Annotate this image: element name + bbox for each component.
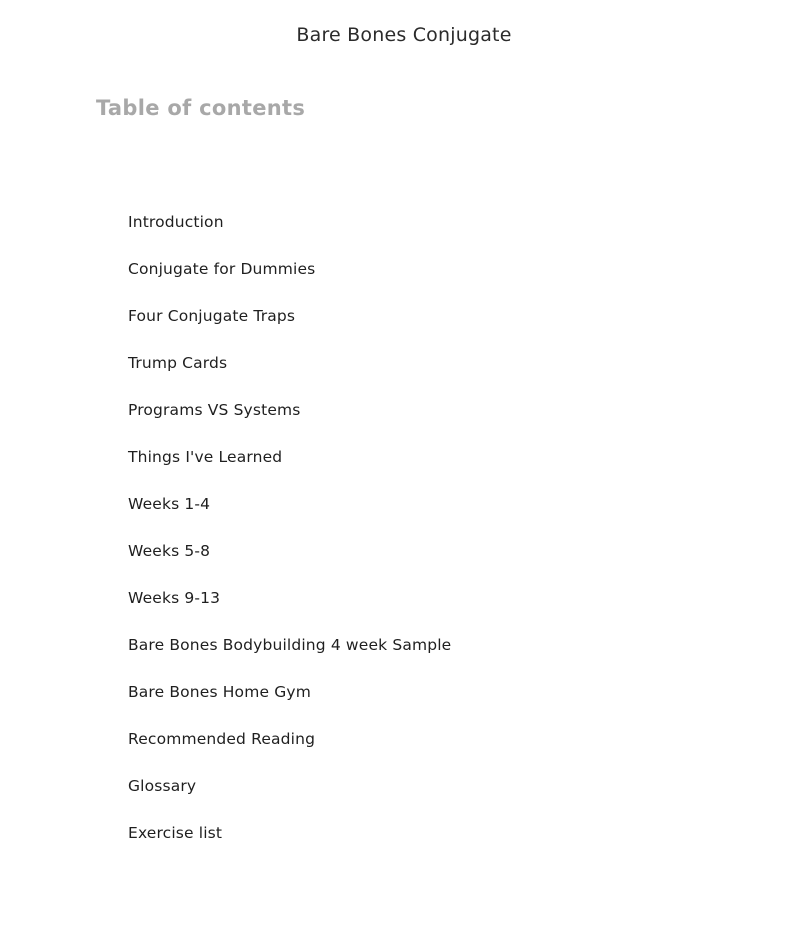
list-item[interactable]: Glossary (128, 777, 197, 795)
list-item[interactable]: Weeks 1-4 (128, 495, 211, 513)
list-item[interactable]: Four Conjugate Traps (128, 307, 296, 325)
list-item[interactable]: Conjugate for Dummies (128, 260, 316, 278)
list-item[interactable]: Introduction (128, 213, 224, 231)
table-of-contents-heading: Table of contents (96, 96, 306, 120)
list-item[interactable]: Programs VS Systems (128, 401, 301, 419)
list-item[interactable]: Things I've Learned (128, 448, 283, 466)
list-item[interactable]: Weeks 9-13 (128, 589, 221, 607)
list-item[interactable]: Bare Bones Bodybuilding 4 week Sample (128, 636, 452, 654)
list-item[interactable]: Trump Cards (128, 354, 228, 372)
table-of-contents-list (128, 212, 748, 870)
page-title: Bare Bones Conjugate (296, 24, 512, 46)
list-item[interactable]: Weeks 5-8 (128, 542, 211, 560)
list-item[interactable]: Bare Bones Home Gym (128, 683, 311, 701)
list-item[interactable]: Recommended Reading (128, 730, 316, 748)
list-item[interactable]: Exercise list (128, 824, 223, 842)
